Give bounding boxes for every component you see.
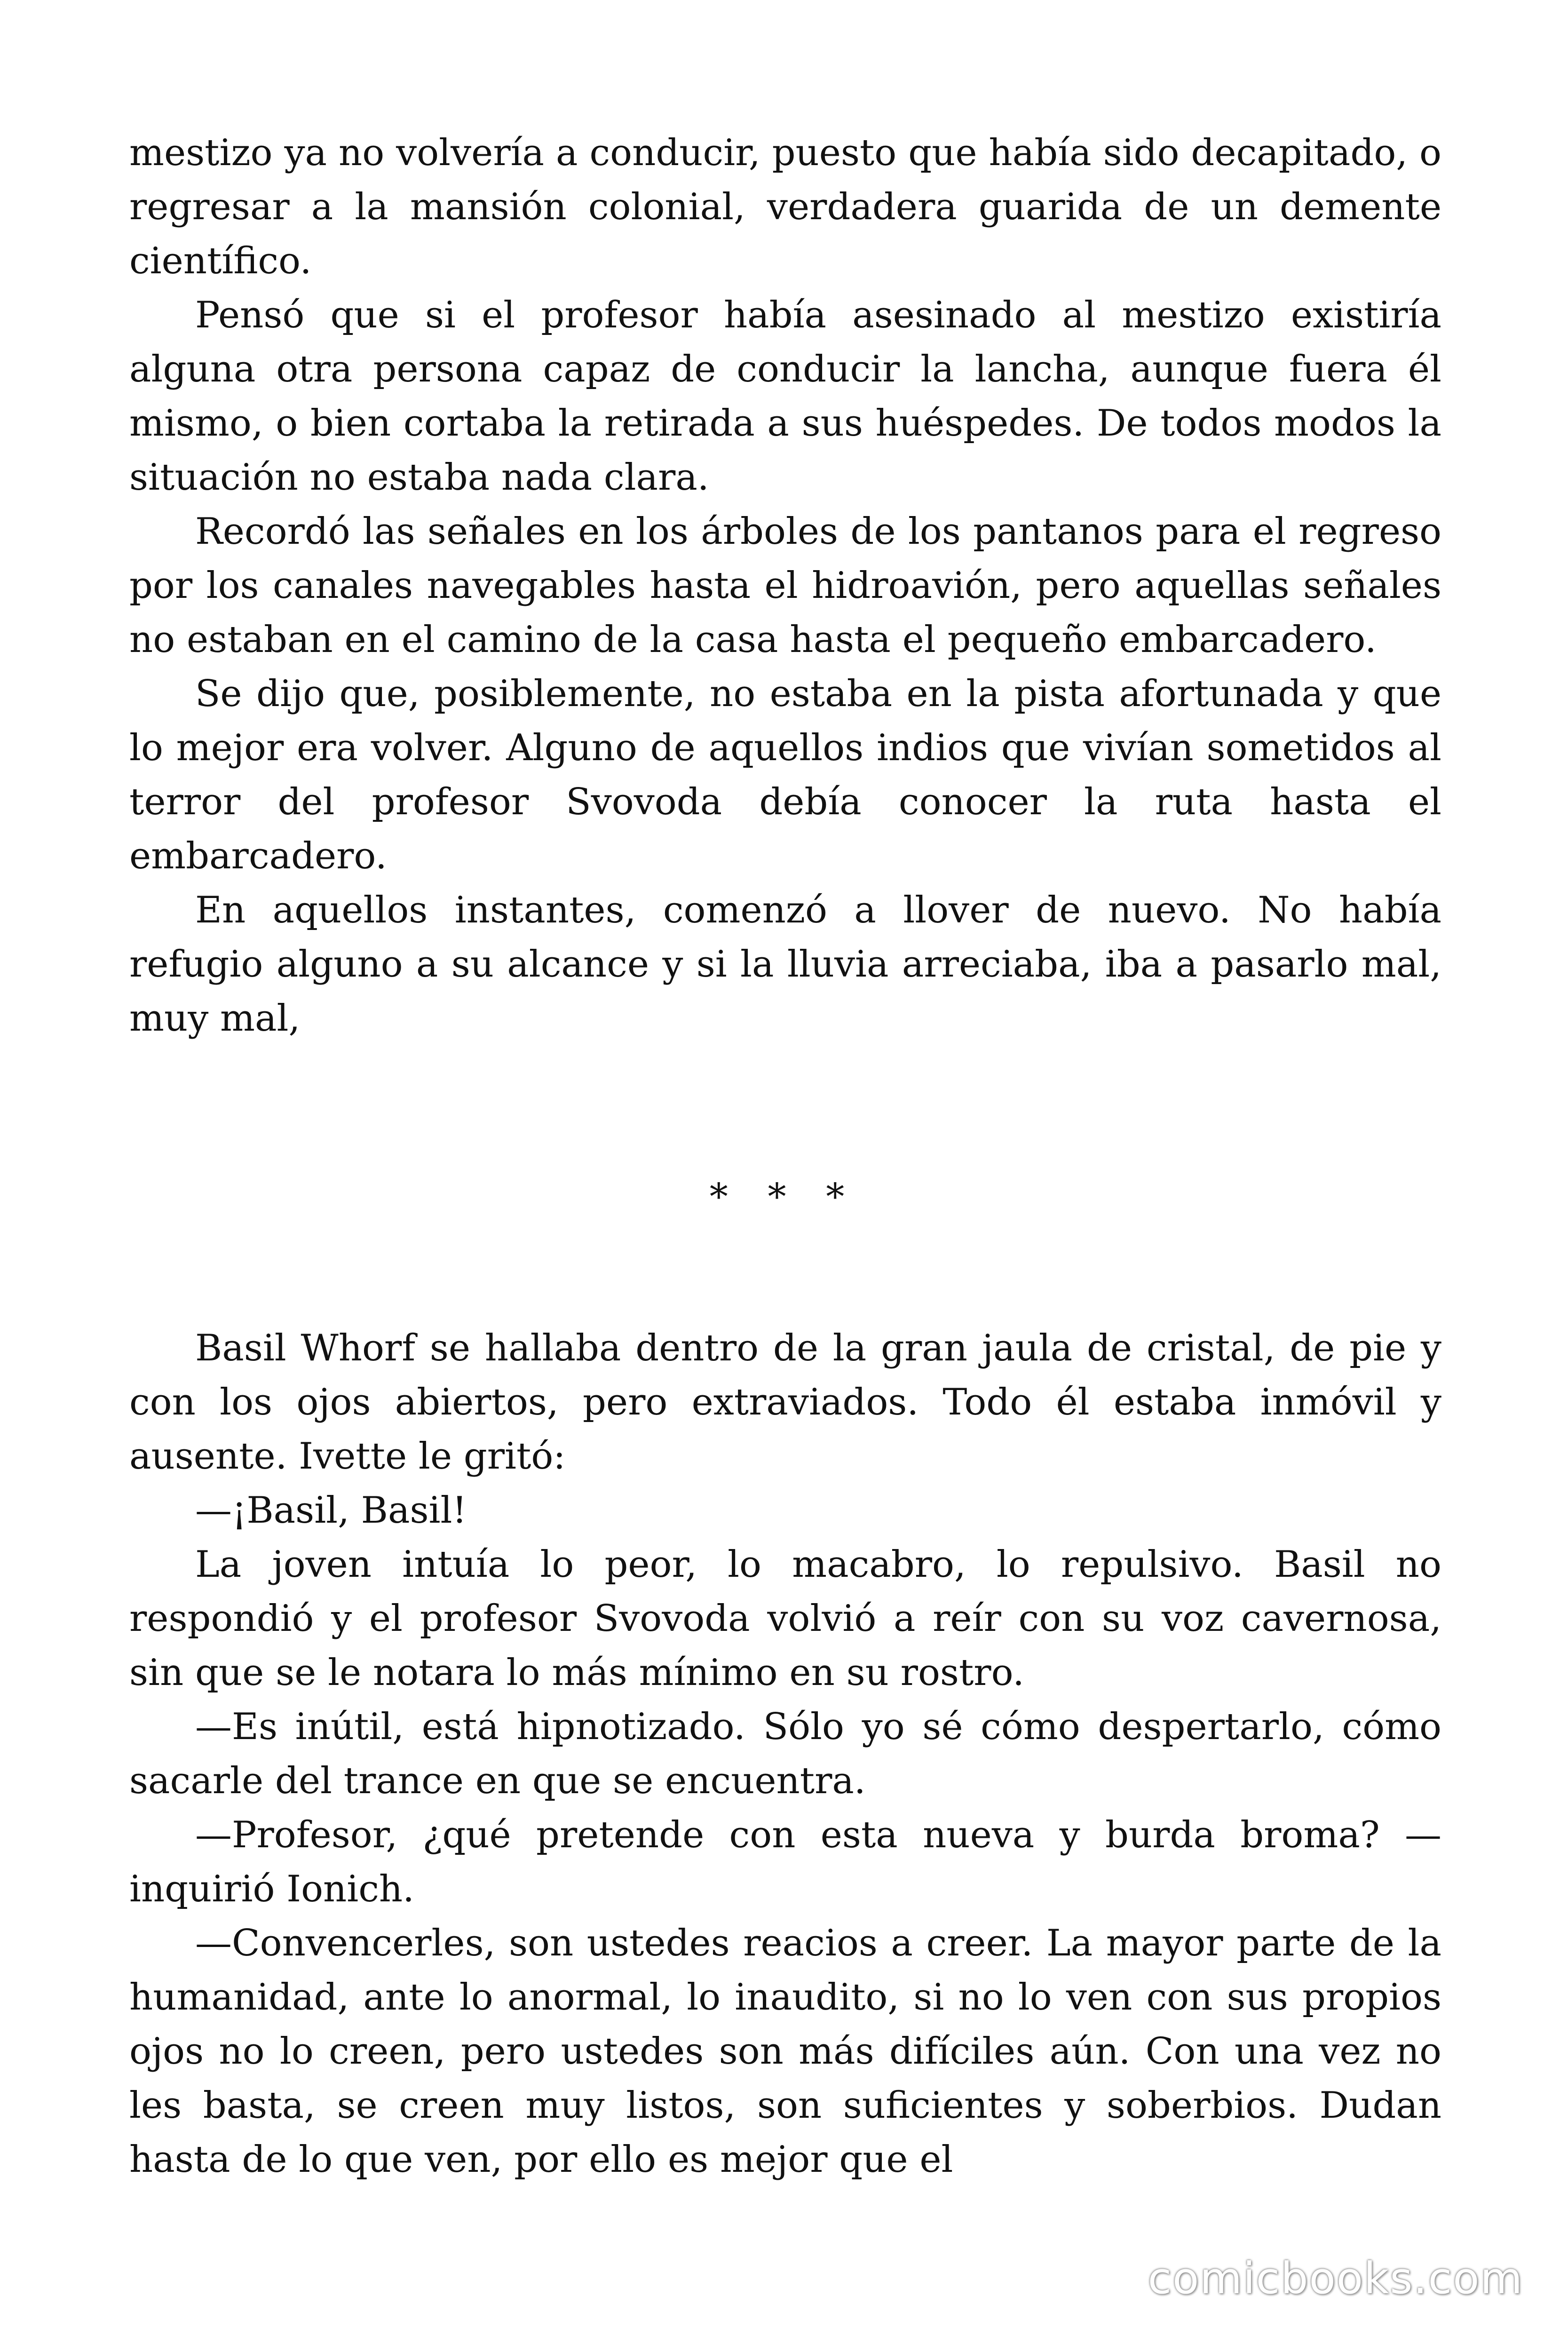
paragraph: Se dijo que, posiblemente, no estaba en la pista afortunada y que lo mejor era volver. Alguno de aquellos indios que vivían sometidos al terror del profesor Svovoda debía conocer la ruta hasta el embarcadero. [129,673,1441,877]
text-section-bottom [129,1321,1441,2187]
paragraph: —¡Basil, Basil! [195,1489,467,1532]
paragraph: En aquellos instantes, comenzó a llover de nuevo. No había refugio alguno a su alcance y si la lluvia arreciaba, iba a pasarlo mal, muy mal, [129,889,1441,1040]
text-section-top [129,126,1441,1046]
paragraph: —Profesor, ¿qué pretende con esta nueva y burda broma? —inquirió Ionich. [129,1814,1441,1910]
paragraph: —Es inútil, está hipnotizado. Sólo yo sé cómo despertarlo, cómo sacarle del trance en que se encuentra. [129,1706,1441,1802]
paragraph: Pensó que si el profesor había asesinado al mestizo existiría alguna otra persona capaz de conducir la lancha, aunque fuera él mismo, o bien cortaba la retirada a sus huéspedes. De todos modos la situación no estaba nada clara. [129,294,1441,499]
section-separator: * * * [709,1176,859,1218]
paragraph: —Convencerles, son ustedes reacios a creer. La mayor parte de la humanidad, ante lo anormal, lo inaudito, si no lo ven con sus propios ojos no lo creen, pero ustedes son más difíciles aún. Con una vez no les basta, se creen muy listos, son suficientes y soberbios. Dudan hasta de lo que ven, por ello es mejor que el [129,1922,1441,2181]
paragraph: mestizo ya no volvería a conducir, puesto que había sido decapitado, o regresar a la mansión colonial, verdadera guarida de un demente científico. [129,132,1441,282]
paragraph: Basil Whorf se hallaba dentro de la gran jaula de cristal, de pie y con los ojos abiertos, pero extraviados. Todo él estaba inmóvil y ausente. Ivette le gritó: [129,1327,1441,1478]
watermark-logo: comicbooks.com [1148,2253,1523,2304]
paragraph: Recordó las señales en los árboles de los pantanos para el regreso por los canales navegables hasta el hidroavión, pero aquellas señales no estaban en el camino de la casa hasta el pequeño embarcadero. [129,510,1441,661]
paragraph: La joven intuía lo peor, lo macabro, lo repulsivo. Basil no respondió y el profesor Svovoda volvió a reír con su voz cavernosa, sin que se le notara lo más mínimo en su rostro. [129,1543,1441,1694]
